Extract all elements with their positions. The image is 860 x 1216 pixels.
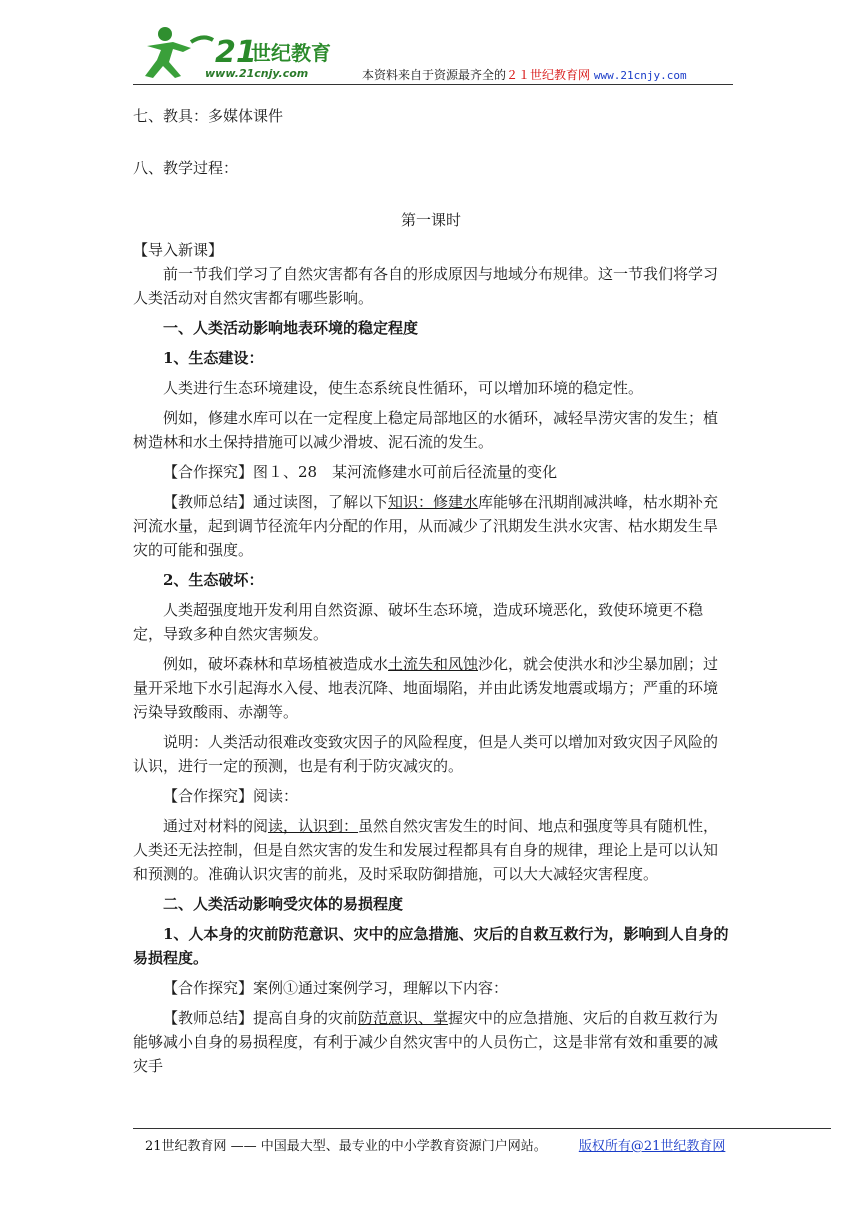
site-logo <box>133 22 333 84</box>
text-run: 通过对材料的阅 <box>163 817 269 835</box>
teacher-summary-2 <box>133 1006 729 1078</box>
footer-divider <box>133 1128 831 1129</box>
subsection-awareness: 1、人本身的灾前防范意识、灾中的应急措施、灾后的自救互救行为，影响到人自身的易损程度。 <box>133 925 729 967</box>
paragraph <box>133 652 729 724</box>
cooperative-inquiry-2: 【合作探究】阅读： <box>163 787 299 805</box>
underlined-text: 防范意识、掌 <box>358 1009 449 1027</box>
copyright-link[interactable]: 版权所有@21世纪教育网 <box>578 1139 726 1154</box>
underlined-text: 知识：修建水 <box>388 493 479 511</box>
subsection-ecological-construction: 1、生态建设： <box>163 349 264 367</box>
reading-paragraph <box>133 814 729 886</box>
subsection-ecological-damage: 2、生态破坏： <box>163 571 264 589</box>
text-run: 握灾中的应急措施、灾后的自救互救行为能够减小自身的易损程度，有利于减少自然灾害中的人员伤亡，这是非常有效和重要的减灾手 <box>133 1009 719 1075</box>
section-1-title: 一、人类活动影响地表环境的稳定程度 <box>163 319 419 337</box>
header-brand-link[interactable]: ２１世纪教育网 <box>506 68 591 82</box>
text-run: 虽然自然灾害发生的时间、地点和强度等具有随机性，人类还无法控制，但是自然灾害的发生和发展过程都具有自身的规律，理论上是可以认知和预测的。准确认识灾害的前兆，及时采取防御措施，可以大大减轻灾害程度。 <box>133 817 719 883</box>
text-run: 例如，破坏森林和草场植被造成水 <box>163 655 389 673</box>
teaching-aids: 七、教具：多媒体课件 <box>133 107 284 125</box>
text-run: 沙化，就会使洪水和沙尘暴加剧；过量开采地下水引起海水入侵、地表沉降、地面塌陷，并由此诱发地震或塌方；严重的环境污染导致酸雨、赤潮等。 <box>133 655 719 721</box>
header-note-prefix: 本资料来自于资源最齐全的 <box>362 68 507 82</box>
intro-paragraph: 前一节我们学习了自然灾害都有各自的形成原因与地域分布规律。这一节我们将学习人类活动对自然灾害都有哪些影响。 <box>133 265 719 307</box>
header-note <box>362 66 687 83</box>
section-2-title: 二、人类活动影响受灾体的易损程度 <box>163 895 404 913</box>
header-divider <box>133 84 733 85</box>
paragraph: 例如，修建水库可以在一定程度上稳定局部地区的水循环，减轻旱涝灾害的发生；植树造林和水土保持措施可以减少滑坡、泥石流的发生。 <box>133 409 719 451</box>
paragraph: 人类进行生态环境建设，使生态系统良性循环，可以增加环境的稳定性。 <box>163 379 644 397</box>
page-footer <box>145 1135 725 1154</box>
paragraph: 人类超强度地开发利用自然资源、破坏生态环境，造成环境恶化，致使环境更不稳定，导致多种自然灾害频发。 <box>133 601 704 643</box>
text-run: 【教师总结】通过读图，了解以下 <box>163 493 389 511</box>
text-run: 【教师总结】提高自身的灾前 <box>163 1009 359 1027</box>
svg-text:www.21cnjy.com: www.21cnjy.com <box>205 67 309 80</box>
text-run: 库能够在汛期削减洪峰，枯水期补充河流水量，起到调节径流年内分配的作用，从而减少了汛期发生洪水灾害、枯水期发生旱灾的可能和强度。 <box>133 493 719 559</box>
underlined-text: 土流失和风蚀 <box>388 655 479 673</box>
svg-text:世纪教育: 世纪教育 <box>251 41 331 65</box>
teacher-summary-1 <box>133 490 729 562</box>
header-url-link[interactable]: www.21cnjy.com <box>593 69 687 82</box>
cooperative-inquiry-3: 【合作探究】案例①通过案例学习，理解以下内容： <box>163 979 509 997</box>
svg-text:21: 21 <box>215 35 257 70</box>
note-paragraph: 说明：人类活动很难改变致灾因子的风险程度，但是人类可以增加对致灾因子风险的认识，进行一定的预测，也是有利于防灾减灾的。 <box>133 733 719 775</box>
lesson-title: 第一课时 <box>400 211 461 229</box>
intro-heading: 【导入新课】 <box>133 241 224 259</box>
cooperative-inquiry-1: 【合作探究】图１、28 某河流修建水可前后径流量的变化 <box>163 463 558 481</box>
document-body <box>133 104 729 1078</box>
teaching-process-heading: 八、教学过程： <box>133 159 239 177</box>
underlined-text: 读，认识到： <box>268 817 359 835</box>
footer-text: 21世纪教育网 —— 中国最大型、最专业的中小学教育资源门户网站。 <box>145 1139 547 1154</box>
